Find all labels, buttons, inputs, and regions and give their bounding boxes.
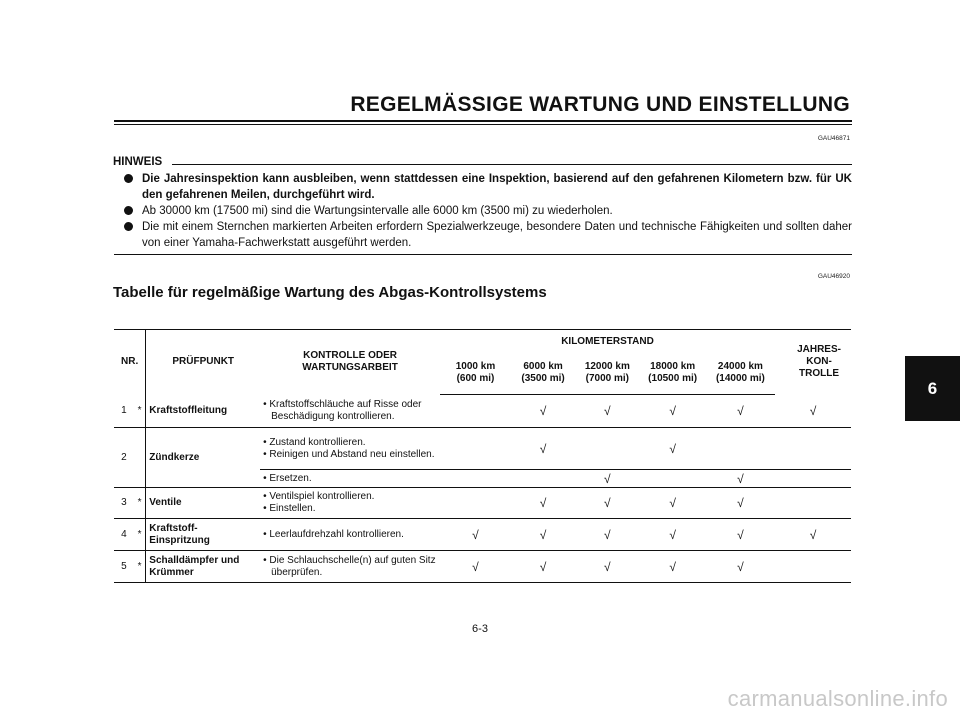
note-text: Die mit einem Sternchen markierten Arbeiten erfordern Spezialwerkzeuge, besondere Daten und technische Fähigkeiten und sollten daher von einer Yamaha-Fachwerkstatt ausgeführt werden.: [142, 221, 852, 249]
note-list: [124, 171, 852, 251]
mi-value: (7000 mi): [585, 372, 630, 384]
check-cell: √: [639, 488, 705, 519]
maintenance-table-wrap: [114, 329, 851, 583]
row-star: [134, 428, 146, 488]
check-cell: √: [440, 551, 511, 583]
row-work: [260, 395, 440, 428]
check-cell: [706, 428, 775, 470]
check-cell: [440, 395, 511, 428]
maintenance-table: [114, 329, 851, 583]
note-rule: [172, 164, 852, 165]
row-work: [260, 551, 440, 583]
row-item: Zündkerze: [146, 428, 260, 488]
check-cell: [511, 470, 575, 488]
col-km-12000: [575, 352, 639, 395]
note-item: [124, 203, 852, 219]
row-star: *: [134, 395, 146, 428]
row-work: [260, 519, 440, 551]
check-cell: √: [639, 519, 705, 551]
table-row: [114, 519, 851, 551]
km-value: 18000 km: [650, 360, 696, 372]
km-value: 24000 km: [717, 360, 763, 372]
col-nr: NR.: [114, 330, 146, 395]
col-kontrolle: KONTROLLE ODER WARTUNGSARBEIT: [302, 350, 398, 374]
km-value: 6000 km: [523, 360, 563, 372]
check-cell: [575, 428, 639, 470]
mi-value: (10500 mi): [648, 372, 698, 384]
col-km-6000: [511, 352, 575, 395]
watermark: carmanualsonline.info: [727, 686, 948, 711]
row-star: *: [134, 519, 146, 551]
section-code: GAU46920: [817, 273, 850, 280]
work-line: • Die Schlauchschelle(n) auf guten Sitz überprüfen.: [263, 554, 436, 578]
work-line: • Zustand kontrollieren.: [263, 436, 366, 448]
check-cell: √: [639, 395, 705, 428]
work-line: • Reinigen und Abstand neu einstellen.: [263, 448, 435, 460]
km-value: 12000 km: [584, 360, 630, 372]
row-work: [260, 428, 440, 470]
mi-value: (600 mi): [456, 372, 495, 384]
title-rule-thin: [114, 124, 852, 125]
note-text: Ab 30000 km (17500 mi) sind die Wartungsintervalle alle 6000 km (3500 mi) zu wiederholen.: [142, 205, 613, 217]
check-cell: √: [575, 519, 639, 551]
km-value: 1000 km: [455, 360, 496, 372]
work-line: • Leerlaufdrehzahl kontrollieren.: [263, 528, 404, 540]
note-label: HINWEIS: [113, 156, 163, 168]
note-bottom-rule: [114, 254, 852, 255]
check-cell: √: [775, 519, 851, 551]
check-cell: [440, 470, 511, 488]
check-cell: [440, 488, 511, 519]
row-star: *: [134, 551, 146, 583]
row-number: 3: [114, 488, 134, 519]
check-cell: √: [511, 551, 575, 583]
row-item: Ventile: [146, 488, 260, 519]
chapter-tab: 6: [905, 356, 960, 421]
check-cell: √: [511, 488, 575, 519]
row-item: Schalldämpfer und Krümmer: [146, 551, 260, 583]
table-row: [114, 428, 851, 470]
check-cell: √: [706, 551, 775, 583]
work-line: • Ersetzen.: [263, 472, 312, 484]
row-work: [260, 470, 440, 488]
check-cell: √: [639, 428, 705, 470]
section-heading: Tabelle für regelmäßige Wartung des Abgas-Kontrollsystems: [113, 284, 547, 301]
note-item: [124, 171, 852, 203]
table-row: [114, 488, 851, 519]
table-row: [114, 395, 851, 428]
check-cell: √: [639, 551, 705, 583]
col-km-24000: [706, 352, 775, 395]
table-row: [114, 551, 851, 583]
check-cell: √: [575, 551, 639, 583]
work-line: • Ventilspiel kontrollieren.: [263, 491, 375, 502]
note-item: [124, 219, 852, 251]
check-cell: √: [511, 519, 575, 551]
mi-value: (3500 mi): [521, 372, 565, 384]
check-cell: √: [575, 395, 639, 428]
row-item: Kraftstoffleitung: [146, 395, 260, 428]
check-cell: √: [440, 519, 511, 551]
check-cell: √: [575, 470, 639, 488]
col-kilometerstand: KILOMETERSTAND: [561, 335, 654, 347]
col-jahres: JAHRES-KON-TROLLE: [797, 344, 841, 380]
row-item: Kraftstoff-Einspritzung: [146, 519, 260, 551]
work-line: • Einstellen.: [263, 503, 316, 514]
mi-value: (14000 mi): [715, 372, 765, 384]
row-number: 4: [114, 519, 134, 551]
col-km-18000: [639, 352, 705, 395]
check-cell: √: [511, 428, 575, 470]
check-cell: √: [706, 395, 775, 428]
check-cell: √: [706, 519, 775, 551]
check-cell: √: [575, 488, 639, 519]
check-cell: [775, 488, 851, 519]
row-work: [260, 488, 440, 519]
row-number: 5: [114, 551, 134, 583]
col-km-1000: [440, 352, 511, 395]
check-cell: [775, 551, 851, 583]
check-cell: √: [706, 470, 775, 488]
note-text: Die Jahresinspektion kann ausbleiben, wenn stattdessen eine Inspektion, basierend auf den gefahrenen Kilometern bzw. für UK den gefahrenen Meilen, durchgeführt wird.: [142, 173, 852, 201]
check-cell: [775, 428, 851, 470]
check-cell: [639, 470, 705, 488]
bullet-icon: [124, 222, 133, 231]
check-cell: [775, 470, 851, 488]
check-cell: √: [706, 488, 775, 519]
check-cell: √: [511, 395, 575, 428]
bullet-icon: [124, 206, 133, 215]
bullet-icon: [124, 174, 133, 183]
row-star: *: [134, 488, 146, 519]
check-cell: √: [775, 395, 851, 428]
col-pruefpunkt: PRÜFPUNKT: [172, 356, 235, 368]
row-number: 1: [114, 395, 134, 428]
row-number: 2: [114, 428, 134, 488]
title-rule: [114, 120, 852, 122]
check-cell: [440, 428, 511, 470]
page-number: 6-3: [472, 623, 488, 635]
doc-code: GAU46871: [817, 135, 850, 142]
work-line: • Kraftstoffschläuche auf Risse oder Beschädigung kontrollieren.: [263, 398, 422, 422]
page-title: REGELMÄSSIGE WARTUNG UND EINSTELLUNG: [350, 93, 850, 116]
